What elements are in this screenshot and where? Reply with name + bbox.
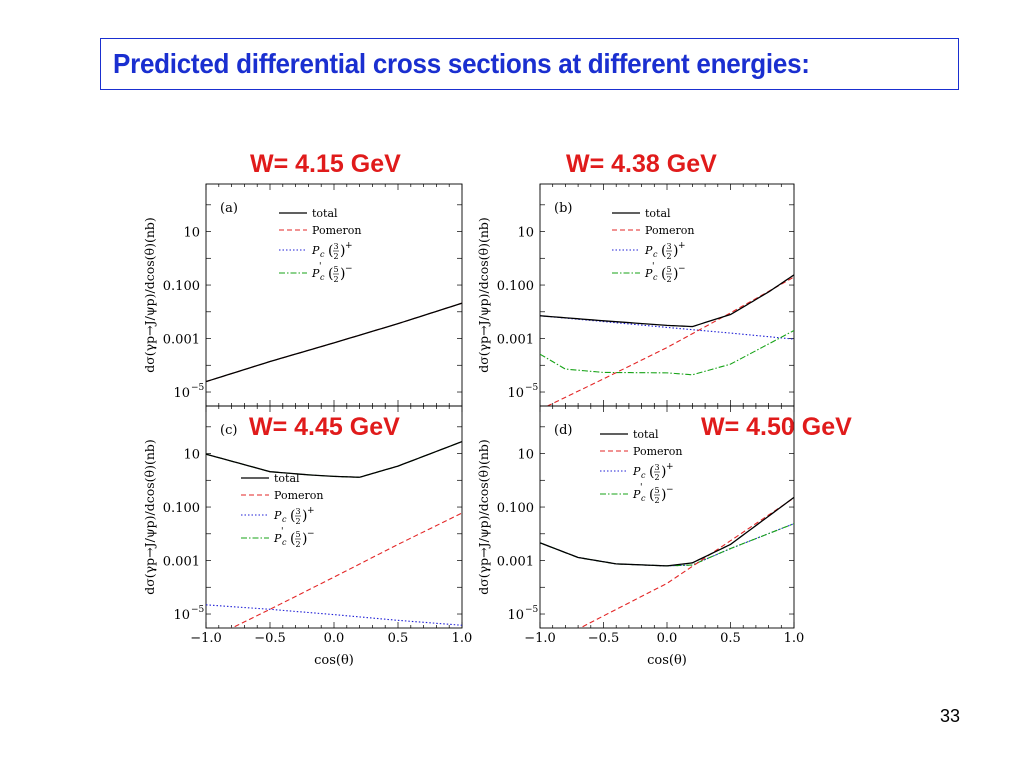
legend-label-paren: ( [328, 266, 334, 282]
slide-title: Predicted differential cross sections at different energies: [113, 48, 810, 79]
series-line-total [206, 303, 462, 381]
legend-label-parity: + [307, 506, 315, 516]
y-tick-label-exponent: −5 [191, 605, 205, 616]
x-tick-label: −1.0 [190, 631, 222, 646]
x-tick-label: −0.5 [254, 631, 286, 646]
series-line-pomeron [540, 277, 794, 410]
x-axis-label: cos(θ) [647, 653, 687, 668]
x-tick-label: −1.0 [524, 631, 556, 646]
legend-label-paren: ) [340, 266, 346, 282]
y-tick-label-exponent: −5 [525, 383, 539, 394]
legend-label-num: 5 [654, 486, 660, 495]
panel-label: (c) [220, 423, 238, 438]
legend-label: total [274, 472, 300, 485]
legend-label: P [645, 267, 653, 280]
legend-label-prime: ' [319, 262, 322, 272]
legend-label-paren: ( [290, 508, 296, 524]
panel-d [476, 406, 804, 668]
y-axis-label: dσ(γp→J/ψp)/dcos(θ)(nb) [142, 217, 157, 373]
legend-label-parity: + [345, 241, 353, 251]
legend-label: P [312, 244, 320, 257]
legend-label-parity: − [678, 264, 686, 274]
energy-label-a: W= 4.15 GeV [250, 150, 401, 178]
y-tick-label: 10 [183, 447, 200, 463]
x-tick-label: 1.0 [783, 631, 805, 646]
legend-label: total [645, 207, 671, 220]
legend-label: Pomeron [312, 224, 362, 237]
y-axis-label: dσ(γp→J/ψp)/dcos(θ)(nb) [476, 439, 491, 595]
legend-label-paren: ( [290, 531, 296, 547]
page-number: 33 [939, 706, 960, 726]
legend-label-parity: + [666, 462, 674, 472]
y-tick-label: 10 [507, 608, 524, 624]
legend-label-den: 2 [666, 252, 672, 261]
legend-label: P [633, 488, 641, 501]
y-tick-label: 0.001 [496, 332, 534, 348]
panel-label: (d) [554, 423, 573, 438]
legend-label-parity: − [345, 264, 353, 274]
legend-label-paren: ( [661, 243, 667, 259]
panel-a [142, 184, 462, 406]
series-line-p-c-5-2- [540, 330, 794, 374]
legend-label-sub: c [320, 273, 325, 282]
series-line-pomeron [206, 513, 462, 641]
legend-label-parity: + [678, 241, 686, 251]
y-tick-label: 0.001 [496, 554, 534, 570]
legend-label-paren: ) [673, 243, 679, 259]
legend-label: P [312, 267, 320, 280]
y-tick-label: 10 [507, 386, 524, 402]
legend-label-parity: − [307, 529, 315, 539]
panel-b [476, 184, 794, 410]
legend-label: total [312, 207, 338, 220]
panel-c [142, 406, 472, 668]
legend-label-paren: ) [302, 531, 308, 547]
legend-label-paren: ( [661, 266, 667, 282]
legend-label-sub: c [641, 471, 646, 480]
legend-label-num: 3 [666, 242, 672, 251]
energy-label-d: W= 4.50 GeV [701, 413, 852, 441]
panel-label: (b) [554, 201, 573, 216]
y-tick-label: 0.001 [162, 332, 200, 348]
energy-label-b: W= 4.38 GeV [566, 150, 717, 178]
legend-label-num: 5 [295, 530, 301, 539]
legend-label-prime: ' [640, 483, 643, 493]
x-tick-label: 0.5 [387, 631, 409, 646]
legend-label-den: 2 [333, 275, 339, 284]
legend-label: P [633, 465, 641, 478]
y-tick-label-exponent: −5 [525, 605, 539, 616]
legend-label-num: 5 [333, 265, 339, 274]
energy-label-c: W= 4.45 GeV [249, 413, 400, 441]
legend-label-prime: ' [652, 262, 655, 272]
x-tick-label: 0.0 [656, 631, 678, 646]
legend-label-prime: ' [281, 527, 284, 537]
x-tick-label: 1.0 [451, 631, 473, 646]
series-line-total [206, 442, 462, 478]
legend-label-den: 2 [666, 275, 672, 284]
legend-label-paren: ) [340, 243, 346, 259]
y-tick-label: 10 [183, 225, 200, 241]
legend-label-num: 3 [654, 463, 660, 472]
legend-label-paren: ( [649, 464, 655, 480]
legend-label-paren: ) [661, 464, 667, 480]
y-axis-label: dσ(γp→J/ψp)/dcos(θ)(nb) [476, 217, 491, 373]
legend-label-sub: c [641, 494, 646, 503]
y-tick-label: 0.100 [496, 501, 534, 517]
x-tick-label: 0.0 [323, 631, 345, 646]
y-axis-label: dσ(γp→J/ψp)/dcos(θ)(nb) [142, 439, 157, 595]
legend-label: P [274, 509, 282, 522]
y-tick-label-exponent: −5 [191, 383, 205, 394]
legend-label-parity: − [666, 485, 674, 495]
legend-label: total [633, 428, 659, 441]
y-tick-label: 0.001 [162, 554, 200, 570]
series-line-p-c-5-2- [540, 524, 794, 566]
legend-label: Pomeron [633, 445, 683, 458]
legend-label-num: 3 [333, 242, 339, 251]
legend-label-sub: c [282, 538, 287, 547]
legend-label-num: 5 [666, 265, 672, 274]
legend-label: Pomeron [274, 489, 324, 502]
legend-label-paren: ( [328, 243, 334, 259]
legend-label-num: 3 [295, 507, 301, 516]
panel-label: (a) [220, 201, 238, 216]
legend-label-den: 2 [333, 252, 339, 261]
series-line-p-c-5-2- [206, 442, 462, 478]
legend-label-den: 2 [654, 473, 660, 482]
series-line-total [540, 497, 794, 566]
y-tick-label: 0.100 [162, 279, 200, 295]
y-tick-label: 0.100 [496, 279, 534, 295]
legend-label: P [274, 532, 282, 545]
x-axis-label: cos(θ) [314, 653, 354, 668]
legend-label-sub: c [282, 515, 287, 524]
legend-label-den: 2 [654, 496, 660, 505]
legend-label-paren: ) [661, 487, 667, 503]
series-line-pc-3-2- [540, 524, 794, 566]
legend-label-paren: ) [302, 508, 308, 524]
legend-label: P [645, 244, 653, 257]
y-tick-label: 0.100 [162, 501, 200, 517]
x-tick-label: −0.5 [587, 631, 620, 646]
legend-label-sub: c [653, 273, 658, 282]
y-tick-label: 10 [517, 447, 534, 463]
x-tick-label: 0.5 [720, 631, 741, 646]
legend-label-sub: c [320, 250, 325, 259]
y-tick-label: 10 [173, 386, 190, 402]
legend-label-paren: ) [673, 266, 679, 282]
legend-label-sub: c [653, 250, 658, 259]
legend-label-den: 2 [295, 540, 301, 549]
legend-label-paren: ( [649, 487, 655, 503]
legend-label-den: 2 [295, 517, 301, 526]
y-tick-label: 10 [173, 608, 190, 624]
legend-label: Pomeron [645, 224, 695, 237]
y-tick-label: 10 [517, 225, 534, 241]
